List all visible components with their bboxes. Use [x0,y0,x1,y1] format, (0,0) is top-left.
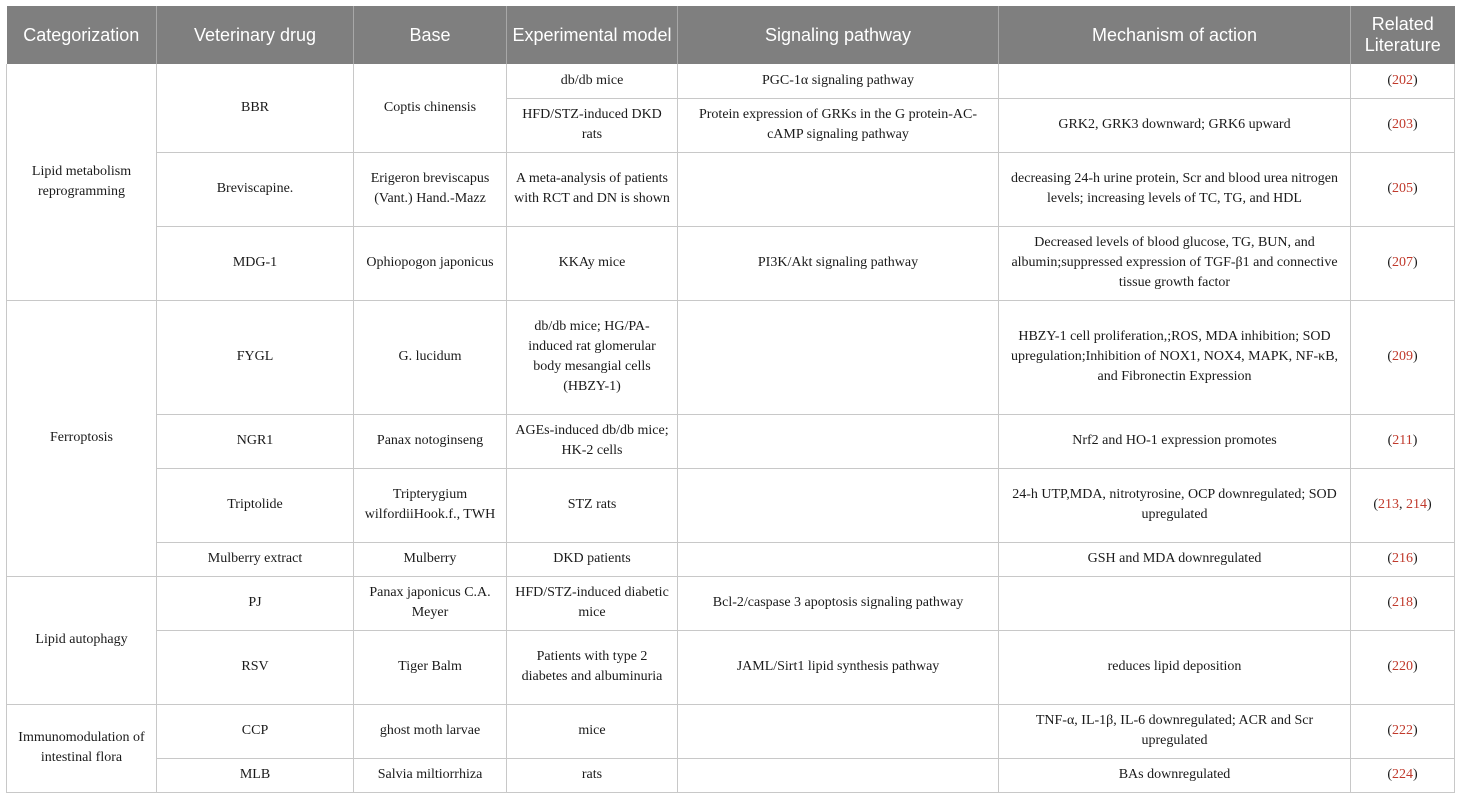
reference-cell [1351,414,1455,468]
table-row [7,576,1455,630]
drug-cell: MLB [157,758,354,792]
base-cell: Panax notoginseng [354,414,507,468]
reference-close-paren: ) [1413,181,1418,196]
pathway-cell [678,300,999,414]
model-cell: Patients with type 2 diabetes and albuminuria [507,630,678,704]
base-cell: Coptis chinensis [354,64,507,152]
pathway-cell [678,758,999,792]
reference-link[interactable]: 224 [1392,767,1413,782]
reference-open-paren: ( [1387,117,1392,132]
reference-open-paren: ( [1387,551,1392,566]
reference-open-paren: ( [1387,767,1392,782]
mechanism-cell: HBZY-1 cell proliferation,;ROS, MDA inhibition; SOD upregulation;Inhibition of NOX1, NOX4, MAPK, NF-κB, and Fibronectin Expression [999,300,1351,414]
header-veterinary-drug: Veterinary drug [157,6,354,64]
model-cell: AGEs-induced db/db mice; HK-2 cells [507,414,678,468]
mechanism-cell: TNF-α, IL-1β, IL-6 downregulated; ACR and Scr upregulated [999,704,1351,758]
drug-cell: BBR [157,64,354,152]
reference-open-paren: ( [1387,659,1392,674]
mechanism-cell: Nrf2 and HO-1 expression promotes [999,414,1351,468]
reference-link[interactable]: 218 [1392,595,1413,610]
reference-open-paren: ( [1387,723,1392,738]
reference-close-paren: ) [1413,595,1418,610]
header-signaling-pathway: Signaling pathway [678,6,999,64]
category-cell: Lipid autophagy [7,576,157,704]
reference-open-paren: ( [1387,181,1392,196]
reference-cell [1351,152,1455,226]
drug-cell: PJ [157,576,354,630]
base-cell: ghost moth larvae [354,704,507,758]
table-row [7,758,1455,792]
mechanism-cell: reduces lipid deposition [999,630,1351,704]
pathway-cell [678,152,999,226]
mechanism-cell: decreasing 24-h urine protein, Scr and blood urea nitrogen levels; increasing levels of TC, TG, and HDL [999,152,1351,226]
drug-cell: NGR1 [157,414,354,468]
reference-open-paren: ( [1387,433,1393,448]
reference-open-paren: ( [1387,349,1392,364]
reference-link[interactable]: 211 [1392,433,1413,448]
drug-cell: FYGL [157,300,354,414]
table-row [7,64,1455,98]
reference-link[interactable]: 216 [1392,551,1413,566]
header-mechanism-of-action: Mechanism of action [999,6,1351,64]
base-cell: Tripterygium wilfordiiHook.f., TWH [354,468,507,542]
mechanism-cell [999,576,1351,630]
table-row [7,704,1455,758]
reference-cell [1351,300,1455,414]
reference-open-paren: ( [1387,72,1392,88]
model-cell: STZ rats [507,468,678,542]
drug-cell: CCP [157,704,354,758]
mechanism-cell: GSH and MDA downregulated [999,542,1351,576]
table-row [7,300,1455,414]
reference-close-paren: ) [1413,767,1418,782]
pathway-cell: Protein expression of GRKs in the G protein-AC-cAMP signaling pathway [678,98,999,152]
reference-link[interactable]: 214 [1406,497,1427,512]
reference-close-paren: ) [1412,433,1418,448]
table-row [7,542,1455,576]
reference-close-paren: ) [1413,551,1418,566]
reference-close-paren: ) [1413,117,1418,132]
reference-cell [1351,630,1455,704]
pathway-cell [678,542,999,576]
reference-cell [1351,704,1455,758]
reference-open-paren: ( [1387,255,1392,270]
model-cell: db/db mice [507,64,678,98]
reference-open-paren: ( [1373,497,1378,512]
model-cell: HFD/STZ-induced DKD rats [507,98,678,152]
reference-cell [1351,542,1455,576]
model-cell: db/db mice; HG/PA-induced rat glomerular body mesangial cells (HBZY-1) [507,300,678,414]
model-cell: mice [507,704,678,758]
reference-link[interactable]: 203 [1392,117,1413,132]
base-cell: Erigeron breviscapus (Vant.) Hand.-Mazz [354,152,507,226]
table-row [7,414,1455,468]
model-cell: KKAy mice [507,226,678,300]
header-related-literature: Related Literature [1351,6,1455,64]
table-row [7,226,1455,300]
reference-link[interactable]: 205 [1392,181,1413,196]
drug-cell: Mulberry extract [157,542,354,576]
reference-close-paren: ) [1413,72,1418,88]
drug-cell: Triptolide [157,468,354,542]
table-body [7,64,1455,792]
base-cell: Panax japonicus C.A. Meyer [354,576,507,630]
reference-close-paren: ) [1427,497,1432,512]
reference-cell [1351,98,1455,152]
reference-cell [1351,576,1455,630]
header-experimental-model: Experimental model [507,6,678,64]
model-cell: DKD patients [507,542,678,576]
pathway-cell [678,704,999,758]
mechanism-cell [999,64,1351,98]
reference-close-paren: ) [1413,349,1418,364]
mechanism-cell: 24-h UTP,MDA, nitrotyrosine, OCP downregulated; SOD upregulated [999,468,1351,542]
header-categorization: Categorization [7,6,157,64]
base-cell: Mulberry [354,542,507,576]
reference-cell [1351,64,1455,98]
reference-close-paren: ) [1413,659,1418,674]
reference-link[interactable]: 220 [1392,659,1413,674]
category-cell: Lipid metabolism reprogramming [7,64,157,300]
base-cell: G. lucidum [354,300,507,414]
reference-link[interactable]: 209 [1392,349,1413,364]
base-cell: Tiger Balm [354,630,507,704]
pathway-cell: PI3K/Akt signaling pathway [678,226,999,300]
table-header [7,6,1455,64]
pathway-cell [678,414,999,468]
drug-cell: Breviscapine. [157,152,354,226]
pathway-cell: JAML/Sirt1 lipid synthesis pathway [678,630,999,704]
drug-cell: RSV [157,630,354,704]
reference-link[interactable]: 207 [1392,255,1413,270]
base-cell: Ophiopogon japonicus [354,226,507,300]
table-row [7,468,1455,542]
table-row [7,630,1455,704]
header-base: Base [354,6,507,64]
reference-close-paren: ) [1413,723,1418,738]
reference-close-paren: ) [1413,255,1418,270]
reference-separator: , [1399,497,1406,512]
pathway-cell: Bcl-2/caspase 3 apoptosis signaling pathway [678,576,999,630]
reference-link[interactable]: 222 [1392,723,1413,738]
reference-cell [1351,758,1455,792]
data-table [6,6,1455,793]
header-row [7,6,1455,64]
table-row [7,152,1455,226]
model-cell: rats [507,758,678,792]
category-cell: Immunomodulation of intestinal flora [7,704,157,792]
pathway-cell: PGC-1α signaling pathway [678,64,999,98]
reference-cell [1351,226,1455,300]
base-cell: Salvia miltiorrhiza [354,758,507,792]
reference-link[interactable]: 202 [1392,72,1413,88]
reference-link[interactable]: 213 [1378,497,1399,512]
reference-open-paren: ( [1387,595,1392,610]
model-cell: A meta-analysis of patients with RCT and DN is shown [507,152,678,226]
mechanism-cell: GRK2, GRK3 downward; GRK6 upward [999,98,1351,152]
pathway-cell [678,468,999,542]
drug-cell: MDG-1 [157,226,354,300]
mechanism-cell: Decreased levels of blood glucose, TG, BUN, and albumin;suppressed expression of TGF-β1 and connective tissue growth factor [999,226,1351,300]
model-cell: HFD/STZ-induced diabetic mice [507,576,678,630]
category-cell: Ferroptosis [7,300,157,576]
mechanism-cell: BAs downregulated [999,758,1351,792]
reference-cell [1351,468,1455,542]
